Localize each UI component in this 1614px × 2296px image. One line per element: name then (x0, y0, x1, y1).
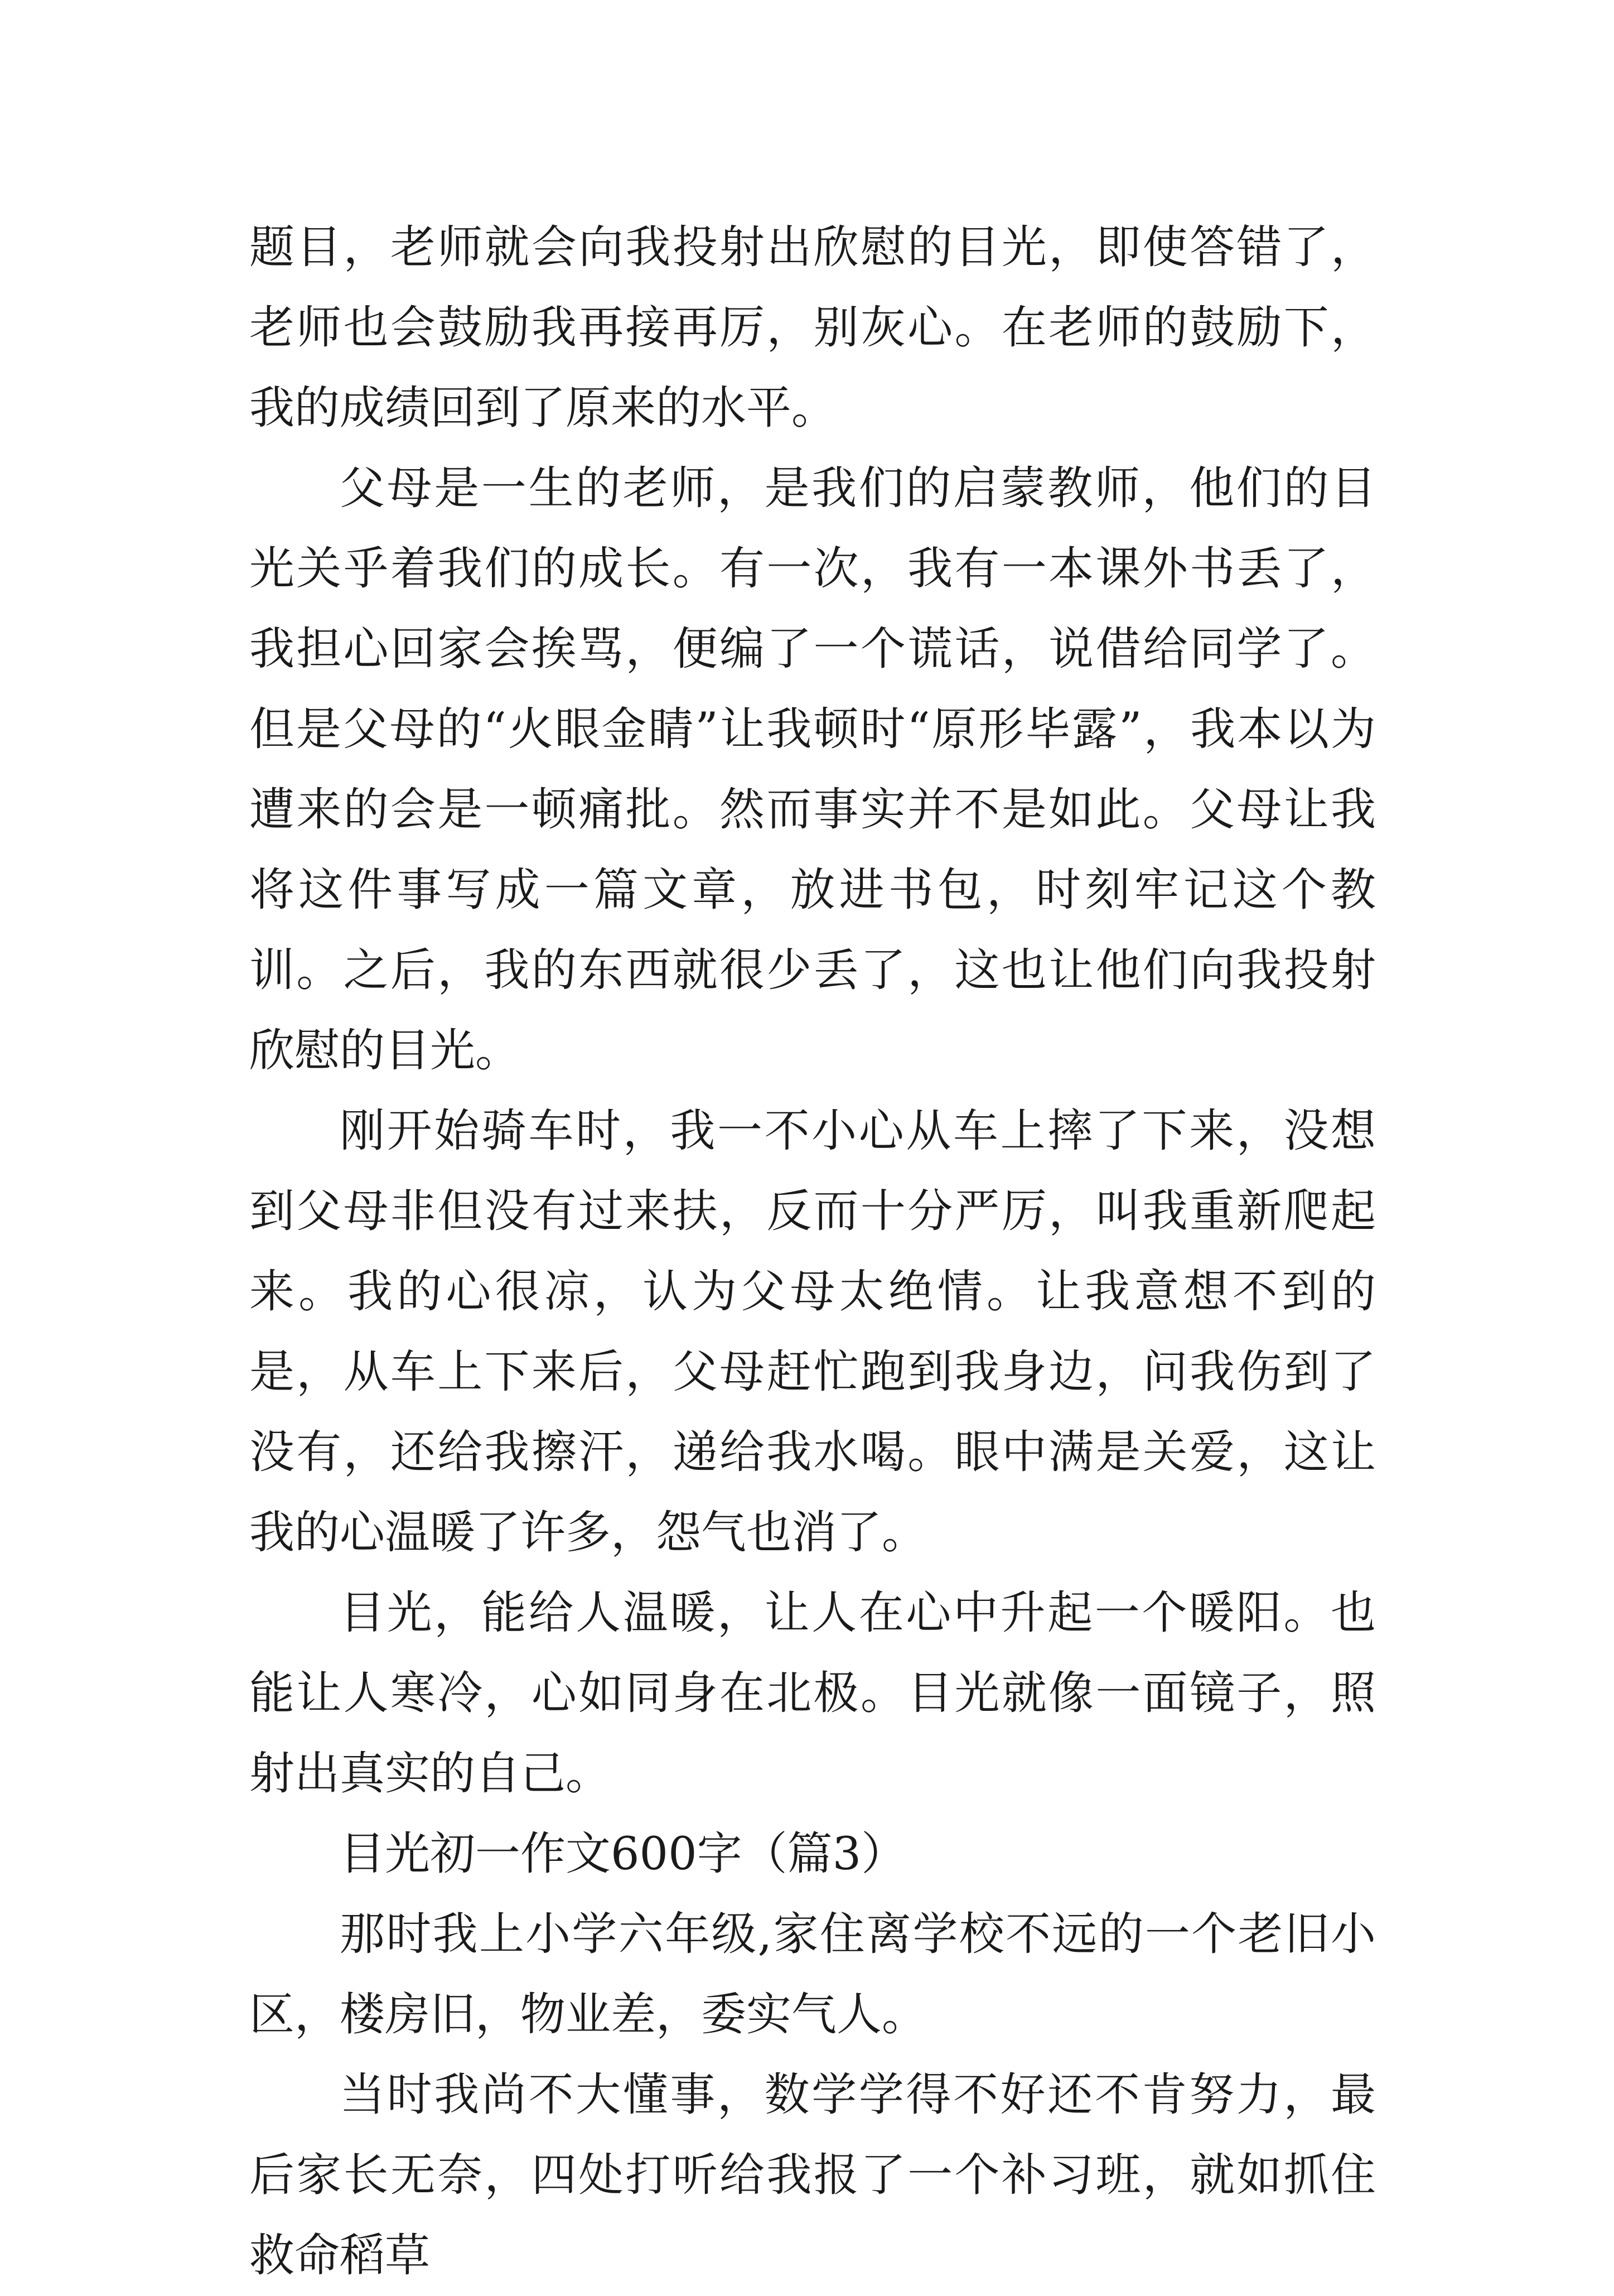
paragraph-sixth-grade: 那时我上小学六年级,家住离学校不远的一个老旧小区，楼房旧，物业差，委实气人。 (249, 1908, 1376, 2041)
paragraph-riding-bike: 刚开始骑车时，我一不小心从车上摔了下来，没想到父母非但没有过来扶，反而十分严厉，叫我重新爬起来。我的心很凉，认为父母太绝情。让我意想不到的是，从车上下来后，父母赶忙跑到我身边，问我伤到了没有，还给我擦汗，递给我水喝。眼中满是关爱，这让我的心温暖了许多，怨气也消了。 (249, 1105, 1376, 1559)
body-text (249, 208, 1376, 2296)
section-heading: 目光初一作文600字（篇3） (340, 1828, 907, 1880)
paragraph-conclusion: 目光，能给人温暖，让人在心中升起一个暖阳。也能让人寒冷，心如同身在北极。目光就像一面镜子，照射出真实的自己。 (249, 1587, 1376, 1800)
paragraph-math-tutoring: 当时我尚不大懂事，数学学得不好还不肯努力，最后家长无奈，四处打听给我报了一个补习班，就如抓住救命稻草 (249, 2069, 1376, 2282)
paragraph-continued: 题目，老师就会向我投射出欣慰的目光，即使答错了，老师也会鼓励我再接再厉，别灰心。在老师的鼓励下，我的成绩回到了原来的水平。 (249, 221, 1376, 435)
paragraph-parents-teachers: 父母是一生的老师，是我们的启蒙教师，他们的目光关乎着我们的成长。有一次，我有一本课外书丢了，我担心回家会挨骂，便编了一个谎话，说借给同学了。但是父母的“火眼金睛”让我顿时“原形毕露”，我本以为遭来的会是一顿痛批。然而事实并不是如此。父母让我将这件事写成一篇文章，放进书包，时刻牢记这个教训。之后，我的东西就很少丢了，这也让他们向我投射欣慰的目光。 (249, 462, 1376, 1077)
